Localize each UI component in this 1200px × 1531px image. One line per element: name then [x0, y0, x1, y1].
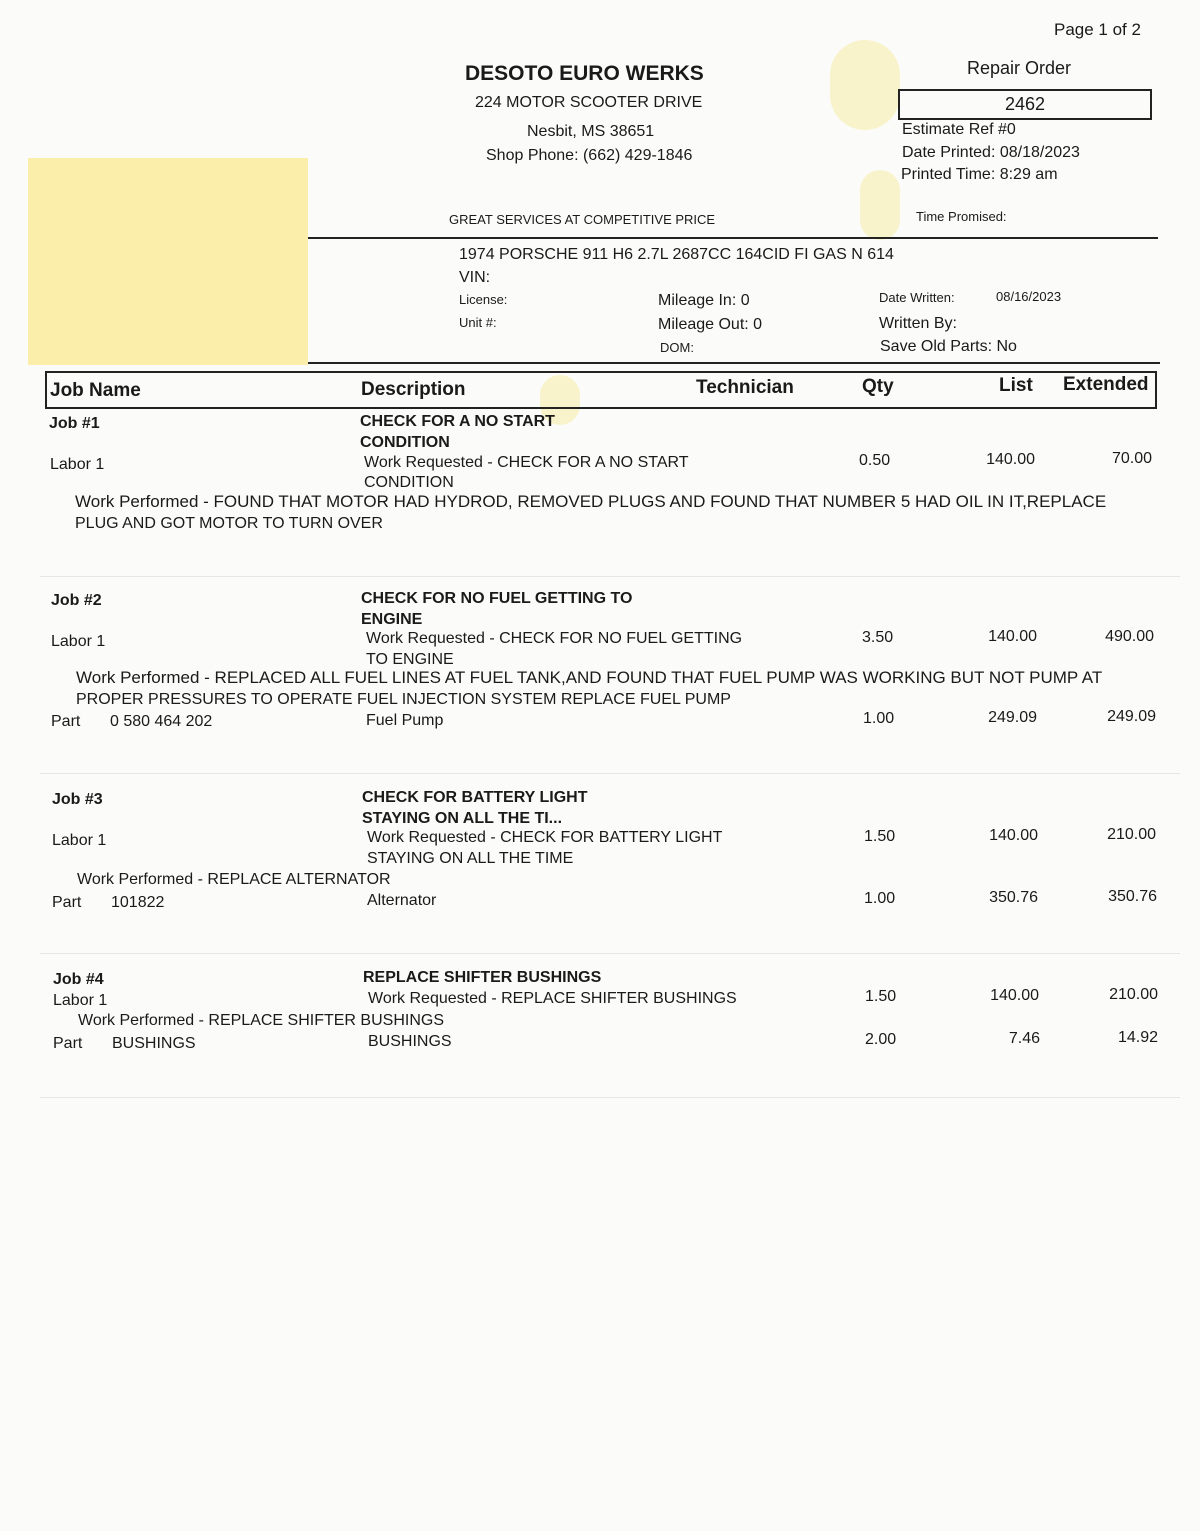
- col-extended: Extended: [1063, 374, 1149, 395]
- paper-stain: [830, 40, 900, 130]
- col-job-name: Job Name: [50, 380, 141, 401]
- labor-list: 140.00: [986, 451, 1035, 468]
- work-requested: Work Requested - CHECK FOR BATTERY LIGHT: [367, 829, 723, 846]
- job-title: CHECK FOR NO FUEL GETTING TO: [361, 590, 633, 607]
- paper-stain: [860, 170, 900, 240]
- date-printed: Date Printed: 08/18/2023: [902, 144, 1080, 161]
- estimate-ref: Estimate Ref #0: [902, 121, 1016, 138]
- license-label: License:: [459, 292, 508, 307]
- work-performed: Work Performed - REPLACE SHIFTER BUSHINGS: [78, 1012, 444, 1029]
- work-requested: CONDITION: [364, 474, 454, 491]
- job-name: Job #4: [53, 971, 104, 988]
- labor-label: Labor 1: [51, 633, 106, 650]
- date-written-label: Date Written:: [879, 290, 955, 305]
- shop-phone: Shop Phone: (662) 429-1846: [486, 147, 693, 164]
- job-title: ENGINE: [361, 611, 423, 628]
- part-label: Part: [53, 1035, 83, 1052]
- part-qty: 1.00: [864, 890, 896, 907]
- part-extended: 350.76: [1108, 888, 1157, 905]
- work-requested: Work Requested - CHECK FOR NO FUEL GETTING: [366, 630, 743, 647]
- part-list: 249.09: [988, 709, 1037, 726]
- labor-qty: 3.50: [862, 629, 894, 646]
- work-performed: Work Performed - REPLACED ALL FUEL LINES AT FUEL TANK,AND FOUND THAT FUEL PUMP WAS WORKING BUT NOT PUMP AT: [76, 668, 1103, 687]
- shop-street: 224 MOTOR SCOOTER DRIVE: [475, 94, 703, 111]
- work-performed: Work Performed - FOUND THAT MOTOR HAD HYDROD, REMOVED PLUGS AND FOUND THAT NUMBER 5 HAD OIL IN IT,REPLACE: [75, 492, 1107, 511]
- labor-label: Labor 1: [53, 992, 108, 1009]
- job-title: CHECK FOR BATTERY LIGHT: [362, 789, 588, 806]
- labor-qty: 0.50: [859, 452, 891, 469]
- printed-time: Printed Time: 8:29 am: [901, 166, 1058, 183]
- labor-list: 140.00: [989, 827, 1038, 844]
- col-technician: Technician: [696, 377, 794, 398]
- part-list: 7.46: [1008, 1030, 1040, 1047]
- work-requested: TO ENGINE: [366, 651, 454, 668]
- work-requested: STAYING ON ALL THE TIME: [367, 850, 574, 867]
- part-number: 0 580 464 202: [110, 713, 213, 730]
- labor-list: 140.00: [988, 628, 1037, 645]
- vin-label: VIN:: [459, 269, 491, 286]
- part-qty: 2.00: [865, 1031, 897, 1048]
- shop-name: DESOTO EURO WERKS: [465, 62, 704, 85]
- repair-order-title: Repair Order: [967, 58, 1072, 78]
- job-separator: [40, 576, 1180, 577]
- shop-slogan: GREAT SERVICES AT COMPETITIVE PRICE: [449, 212, 716, 227]
- job-title: CONDITION: [360, 434, 450, 451]
- job-name: Job #1: [49, 415, 100, 432]
- job-separator: [40, 773, 1180, 774]
- unit-label: Unit #:: [459, 315, 497, 330]
- redaction-sticky-note: [28, 158, 308, 365]
- date-written: 08/16/2023: [996, 289, 1062, 304]
- part-description: BUSHINGS: [368, 1033, 452, 1050]
- part-qty: 1.00: [863, 710, 895, 727]
- save-old-parts: Save Old Parts: No: [880, 338, 1017, 355]
- labor-extended: 210.00: [1107, 826, 1156, 843]
- mileage-in: Mileage In: 0: [658, 292, 750, 309]
- work-performed: PROPER PRESSURES TO OPERATE FUEL INJECTION SYSTEM REPLACE FUEL PUMP: [76, 691, 731, 708]
- column-header: [45, 371, 1157, 409]
- labor-qty: 1.50: [865, 988, 897, 1005]
- col-description: Description: [361, 379, 466, 400]
- part-number: BUSHINGS: [112, 1035, 196, 1052]
- part-extended: 14.92: [1117, 1029, 1158, 1046]
- header-rule: [308, 237, 1158, 239]
- work-requested: Work Requested - CHECK FOR A NO START: [364, 454, 689, 471]
- vehicle-description: 1974 PORSCHE 911 H6 2.7L 2687CC 164CID FI GAS N 614: [459, 246, 894, 263]
- job-name: Job #2: [51, 592, 102, 609]
- labor-label: Labor 1: [50, 456, 105, 473]
- part-number: 101822: [111, 894, 165, 911]
- part-label: Part: [51, 713, 81, 730]
- labor-list: 140.00: [990, 987, 1039, 1004]
- written-by: Written By:: [879, 315, 957, 332]
- part-description: Fuel Pump: [366, 712, 444, 729]
- labor-extended: 210.00: [1109, 986, 1158, 1003]
- part-description: Alternator: [367, 892, 437, 909]
- part-label: Part: [52, 894, 82, 911]
- part-extended: 249.09: [1107, 708, 1156, 725]
- work-performed: PLUG AND GOT MOTOR TO TURN OVER: [75, 515, 383, 532]
- dom-label: DOM:: [660, 340, 694, 355]
- page-number: Page 1 of 2: [1054, 20, 1141, 39]
- mileage-out: Mileage Out: 0: [658, 316, 763, 333]
- job-title: CHECK FOR A NO START: [360, 413, 555, 430]
- job-name: Job #3: [52, 791, 103, 808]
- col-qty: Qty: [862, 376, 894, 397]
- job-separator: [40, 953, 1180, 954]
- job-title: REPLACE SHIFTER BUSHINGS: [363, 969, 602, 986]
- col-list: List: [999, 375, 1033, 396]
- vehicle-rule: [308, 362, 1160, 364]
- job-separator: [40, 1097, 1180, 1098]
- shop-city: Nesbit, MS 38651: [527, 123, 655, 140]
- repair-order-number: 2462: [898, 89, 1152, 120]
- labor-qty: 1.50: [864, 828, 896, 845]
- work-performed: Work Performed - REPLACE ALTERNATOR: [77, 871, 391, 888]
- work-requested: Work Requested - REPLACE SHIFTER BUSHINGS: [368, 990, 737, 1007]
- job-title: STAYING ON ALL THE TI...: [362, 810, 563, 827]
- labor-extended: 70.00: [1111, 450, 1152, 467]
- labor-label: Labor 1: [52, 832, 107, 849]
- part-list: 350.76: [989, 889, 1038, 906]
- labor-extended: 490.00: [1105, 628, 1154, 645]
- time-promised-label: Time Promised:: [916, 209, 1007, 224]
